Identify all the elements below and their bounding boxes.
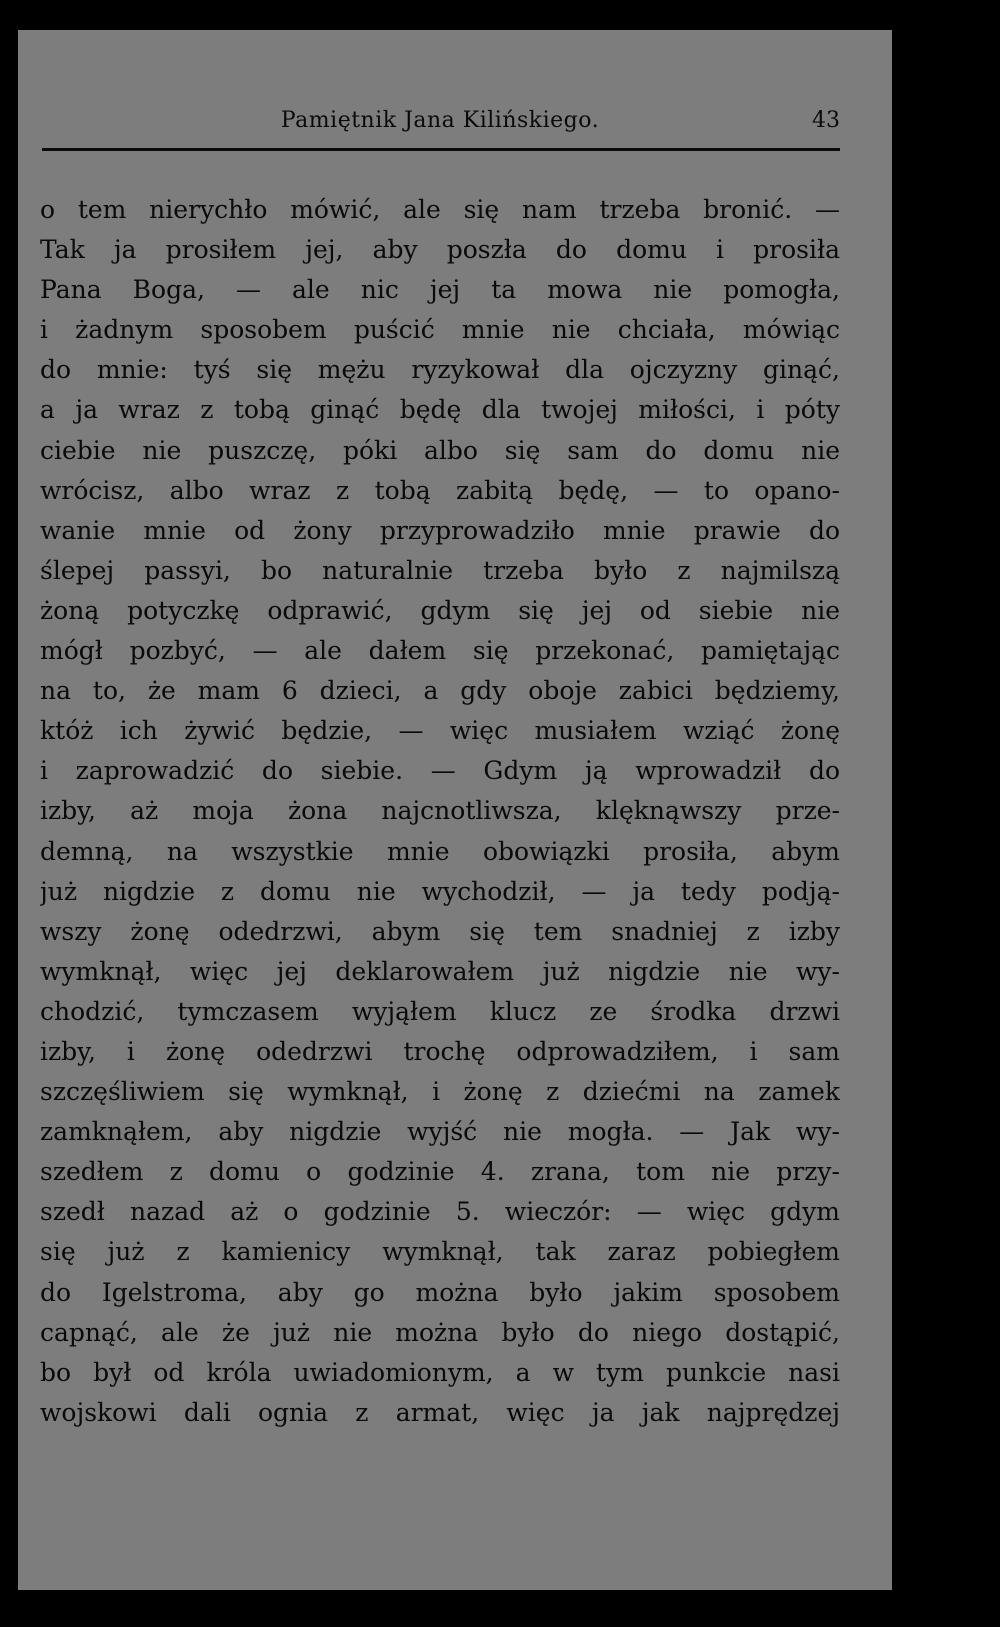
text-line: żoną potyczkę odprawić, gdym się jej od siebie nie <box>40 595 840 625</box>
text-line: mógł pozbyć, — ale dałem się przekonać, pamiętając <box>40 636 840 666</box>
text-line: szczęśliwiem się wymknął, i żonę z dziećmi na zamek <box>40 1077 840 1107</box>
page-number: 43 <box>812 108 840 133</box>
text-line: szedłem z domu o godzinie 4. zrana, tom nie przy- <box>40 1157 840 1187</box>
text-line: wojskowi dali ognia z armat, więc ja jak najprędzej <box>40 1397 840 1427</box>
text-line: ciebie nie puszczę, póki albo się sam do domu nie <box>40 435 840 465</box>
text-line: już nigdzie z domu nie wychodził, — ja tedy podją- <box>40 876 840 906</box>
text-line: o tem nierychło mówić, ale się nam trzeba bronić. — <box>40 195 840 224</box>
text-line: do mnie: tyś się mężu ryzykował dla ojczyzny ginąć, <box>40 355 840 385</box>
body-text <box>40 190 840 1433</box>
text-line: izby, i żonę odedrzwi trochę odprowadziłem, i sam <box>40 1036 840 1066</box>
text-line: capnąć, ale że już nie można było do niego dostąpić, <box>40 1317 840 1347</box>
text-line: a ja wraz z tobą ginąć będę dla twojej miłości, i póty <box>40 395 840 425</box>
text-line: i żadnym sposobem puścić mnie nie chciała, mówiąc <box>40 315 840 345</box>
text-line: któż ich żywić będzie, — więc musiałem wziąć żonę <box>40 716 840 746</box>
text-line: na to, że mam 6 dzieci, a gdy oboje zabici będziemy, <box>40 676 840 706</box>
text-line: zamknąłem, aby nigdzie wyjść nie mogła. — Jak wy- <box>40 1117 840 1147</box>
text-line: chodzić, tymczasem wyjąłem klucz ze środka drzwi <box>40 996 840 1026</box>
text-line: wrócisz, albo wraz z tobą zabitą będę, — to opano- <box>40 475 840 505</box>
text-line: Tak ja prosiłem jej, aby poszła do domu i prosiła <box>40 235 840 265</box>
text-line: do Igelstroma, aby go można było jakim sposobem <box>40 1277 840 1307</box>
text-line: szedł nazad aż o godzinie 5. wieczór: — więc gdym <box>40 1197 840 1227</box>
text-line: demną, na wszystkie mnie obowiązki prosiła, abym <box>40 836 840 866</box>
header-rule <box>42 148 840 151</box>
text-line: i zaprowadzić do siebie. — Gdym ją wprowadził do <box>40 756 840 786</box>
text-line: Pana Boga, — ale nic jej ta mowa nie pomogła, <box>40 275 840 305</box>
text-line: izby, aż moja żona najcnotliwsza, klęknąwszy prze- <box>40 796 840 826</box>
text-line: wanie mnie od żony przyprowadziło mnie prawie do <box>40 515 840 545</box>
running-title: Pamiętnik Jana Kilińskiego. <box>280 108 600 133</box>
text-line: wszy żonę odedrzwi, abym się tem snadniej z izby <box>40 916 840 946</box>
text-line: ślepej passyi, bo naturalnie trzeba było z najmilszą <box>40 555 840 585</box>
text-line: się już z kamienicy wymknął, tak zaraz pobiegłem <box>40 1237 840 1267</box>
text-line: wymknął, więc jej deklarowałem już nigdzie nie wy- <box>40 956 840 986</box>
text-line: bo był od króla uwiadomionym, a w tym punkcie nasi <box>40 1357 840 1387</box>
running-header <box>40 100 840 140</box>
